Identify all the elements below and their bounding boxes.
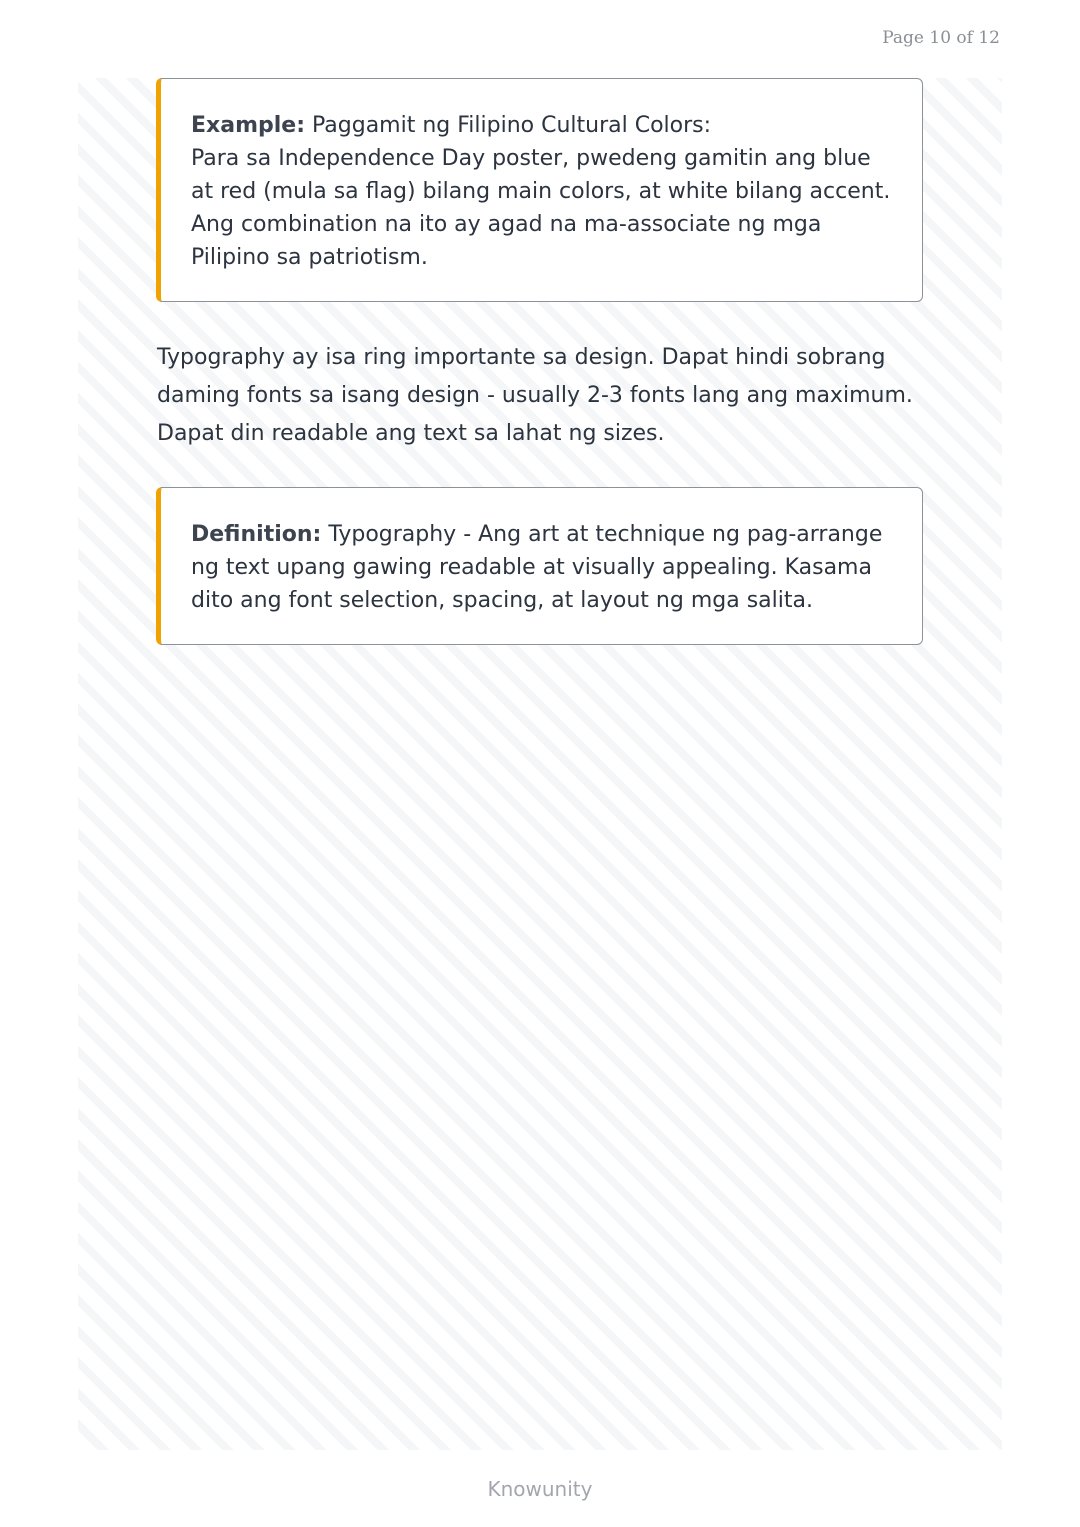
page-number: Page 10 of 12 <box>882 28 1000 48</box>
example-callout-heading <box>191 109 892 142</box>
definition-body: Typography - Ang art at technique ng pag-arrange ng text upang gawing readable at visually appealing. Kasama dito ang font selection, spacing, at layout ng mga salita. <box>191 522 883 613</box>
example-callout <box>156 78 923 302</box>
typography-paragraph: Typography ay isa ring importante sa design. Dapat hindi sobrang daming fonts sa isang design - usually 2-3 fonts lang ang maximum. Dapat din readable ang text sa lahat ng sizes. <box>157 345 913 446</box>
example-label: Example: <box>191 113 305 138</box>
definition-label: Definition: <box>191 522 322 547</box>
definition-text <box>191 518 892 617</box>
example-title: Paggamit ng Filipino Cultural Colors: <box>312 113 712 138</box>
footer-brand: Knowunity <box>487 1477 593 1501</box>
definition-callout <box>156 487 923 645</box>
example-body: Para sa Independence Day poster, pwedeng gamitin ang blue at red (mula sa flag) bilang main colors, at white bilang accent. Ang combination na ito ay agad na ma-associate ng mga Pilipino sa patriotism. <box>191 146 891 270</box>
